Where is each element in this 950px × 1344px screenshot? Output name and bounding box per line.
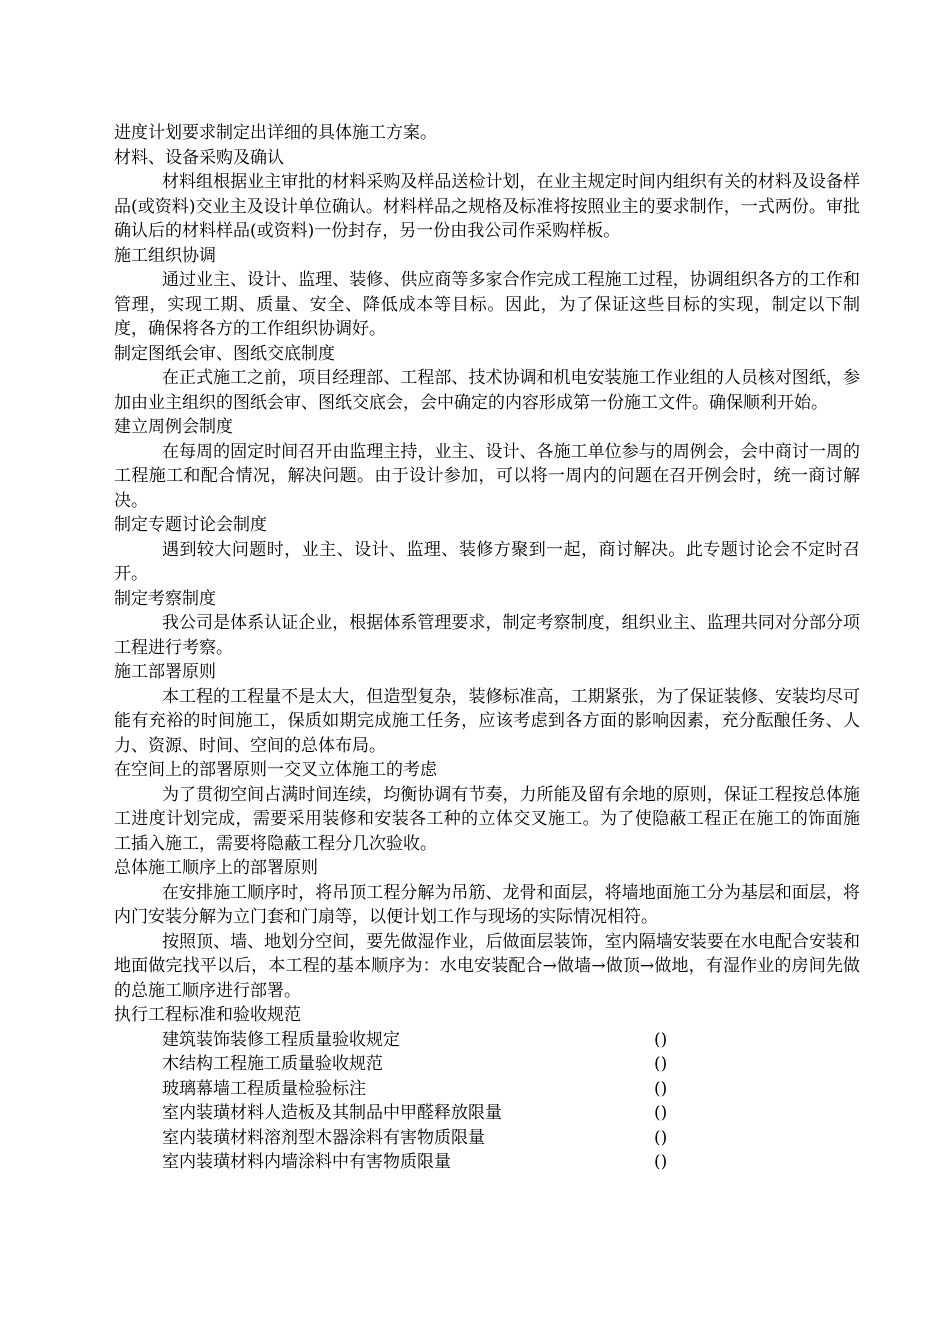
- section-heading: 制定专题讨论会制度: [114, 515, 267, 535]
- standard-name: 室内装璜材料人造板及其制品中甲醛释放限量: [162, 1103, 502, 1123]
- standard-name: 室内装璜材料内墙涂料中有害物质限量: [162, 1152, 451, 1172]
- section-heading: 施工组织协调: [114, 245, 216, 266]
- section-special-meeting: [114, 513, 860, 587]
- standard-item: [114, 1052, 860, 1077]
- standard-item: [114, 1126, 860, 1151]
- section-heading: 总体施工顺序上的部署原则: [114, 858, 318, 878]
- standard-code: (): [654, 1054, 668, 1074]
- section-heading: 在空间上的部署原则一交叉立体施工的考虑: [114, 760, 437, 780]
- document-page: [114, 121, 860, 1175]
- standard-name: 玻璃幕墙工程质量检验标注: [162, 1078, 366, 1099]
- section-paragraph: 为了贯彻空间占满时间连续，均衡协调有节奏，力所能及留有余地的原则，保证工程按总体施工进度计划完成，需要采用装修和安装各工种的立体交叉施工。为了使隐蔽工程正在施工的饰面施工插入施工，需要将隐蔽工程分几次验收。: [114, 784, 860, 854]
- section-paragraph: 在正式施工之前，项目经理部、工程部、技术协调和机电安装施工作业组的人员核对图纸，参加由业主组织的图纸会审、图纸交底会，会中确定的内容形成第一份施工文件。确保顺利开始。: [114, 368, 860, 413]
- section-heading: 执行工程标准和验收规范: [114, 1005, 301, 1025]
- section-heading: 施工部署原则: [114, 662, 216, 682]
- continuation-text: 进度计划要求制定出详细的具体施工方案。: [114, 123, 437, 143]
- standard-name: 木结构工程施工质量验收规范: [162, 1054, 383, 1074]
- section-deployment-principles: [114, 660, 860, 758]
- section-inspection: [114, 587, 860, 661]
- standard-code: (): [654, 1103, 668, 1123]
- standard-code: (): [654, 1152, 668, 1172]
- standard-item: [114, 1150, 860, 1175]
- standard-item: [114, 1077, 860, 1102]
- standard-item: [114, 1028, 860, 1053]
- section-paragraph: 在安排施工顺序时，将吊顶工程分解为吊筋、龙骨和面层，将墙地面施工分为基层和面层，将内门安装分解为立门套和门扇等，以便计划工作与现场的实际情况相符。: [114, 882, 860, 927]
- standard-code: (): [654, 1127, 668, 1148]
- standard-code: (): [654, 1029, 668, 1050]
- section-paragraph: 我公司是体系认证企业，根据体系管理要求，制定考察制度，组织业主、监理共同对分部分项工程进行考察。: [114, 613, 860, 658]
- section-paragraph: 按照顶、墙、地划分空间，要先做湿作业，后做面层装饰，室内隔墙安装要在水电配合安装和地面做完找平以后，本工程的基本顺序为：水电安装配合→做墙→做顶→做地，有湿作业的房间先做的总施工顺序进行部署。: [114, 931, 860, 1001]
- section-standards: [114, 1003, 860, 1175]
- standard-name: 建筑装饰装修工程质量验收规定: [162, 1029, 400, 1050]
- section-materials: [114, 146, 860, 244]
- standard-code: (): [654, 1078, 668, 1099]
- section-paragraph: 遇到较大问题时，业主、设计、监理、装修方聚到一起，商讨解决。此专题讨论会不定时召开。: [114, 539, 860, 584]
- section-paragraph: 通过业主、设计、监理、装修、供应商等多家合作完成工程施工过程，协调组织各方的工作和管理，实现工期、质量、安全、降低成本等目标。因此，为了保证这些目标的实现，制定以下制度，确保将各方的工作组织协调好。: [114, 270, 860, 339]
- section-paragraph: 本工程的工程量不是太大，但造型复杂，装修标准高，工期紧张，为了保证装修、安装均尽可能有充裕的时间施工，保质如期完成施工任务，应该考虑到各方面的影响因素，充分酝酿任务、人力、资源、时间、空间的总体布局。: [114, 686, 860, 756]
- section-heading: 制定考察制度: [114, 588, 216, 609]
- standards-list: [114, 1028, 860, 1175]
- section-weekly-meeting: [114, 415, 860, 513]
- section-heading: 材料、设备采购及确认: [114, 147, 284, 168]
- section-heading: 制定图纸会审、图纸交底制度: [114, 343, 335, 364]
- section-paragraph: 在每周的固定时间召开由监理主持，业主、设计、各施工单位参与的周例会，会中商讨一周的工程施工和配合情况，解决问题。由于设计参加，可以将一周内的问题在召开例会时，统一商讨解决。: [114, 441, 860, 511]
- section-spatial-deployment: [114, 758, 860, 856]
- section-coordination: [114, 244, 860, 342]
- standard-name: 室内装璜材料溶剂型木器涂料有害物质限量: [162, 1127, 485, 1148]
- section-heading: 建立周例会制度: [114, 417, 233, 437]
- section-paragraph: 材料组根据业主审批的材料采购及样品送检计划，在业主规定时间内组织有关的材料及设备样品(或资料)交业主及设计单位确认。材料样品之规格及标准将按照业主的要求制作，一式两份。审批确认后的材料样品(或资料)一份封存，另一份由我公司作采购样板。: [114, 172, 860, 241]
- section-sequence-deployment: [114, 856, 860, 1003]
- section-drawing-review: [114, 342, 860, 416]
- standard-item: [114, 1101, 860, 1126]
